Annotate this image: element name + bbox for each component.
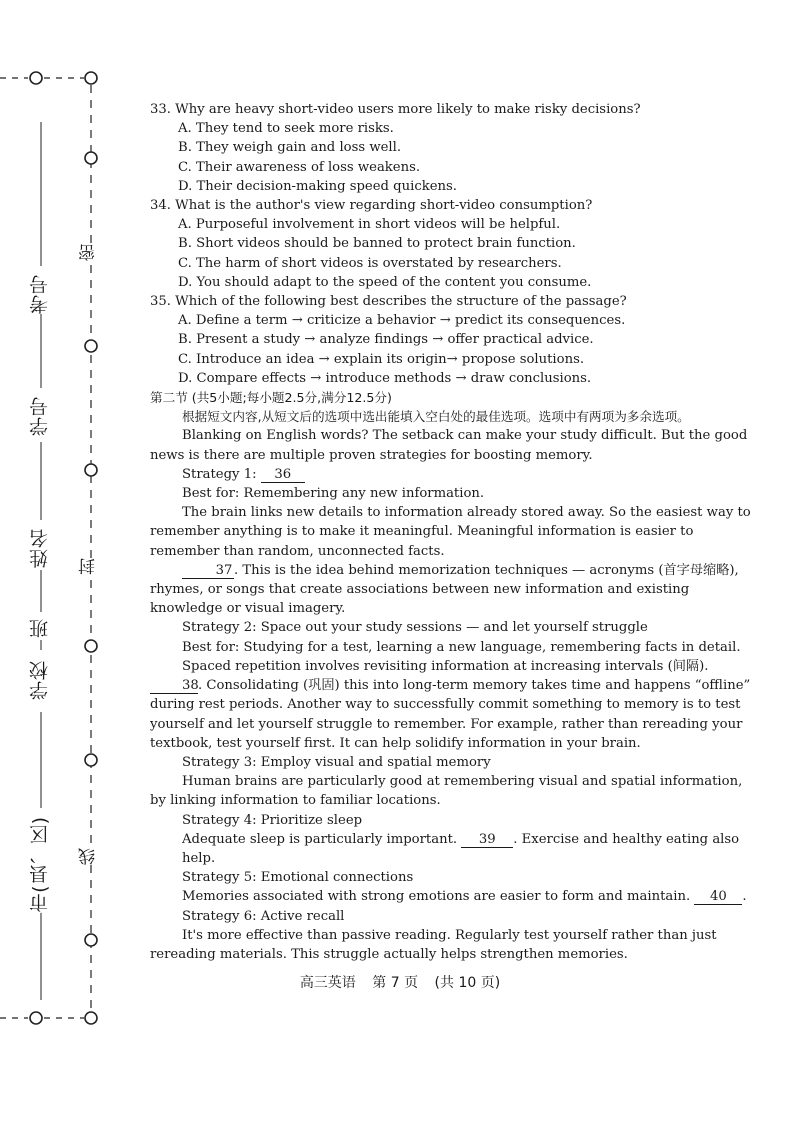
strategy-1-title <box>150 465 755 484</box>
option-c: C. Their awareness of loss weakens. <box>178 159 421 175</box>
strategy-1-paragraph-1: The brain links new details to information already stored away. So the easiest way to remember anything is to make it meaningful. Meaningful information is easier to remember than random, unconnected facts. <box>150 505 751 559</box>
option-d: D. Compare effects → introduce methods → draw conclusions. <box>178 370 592 386</box>
question-34 <box>150 196 755 292</box>
option-c: C. Introduce an idea → explain its origin→ propose solutions. <box>178 351 585 367</box>
passage-intro: Blanking on English words? The setback can make your study difficult. But the good news is there are multiple proven strategies for boosting memory. <box>150 428 748 463</box>
seal-char-feng: 封 <box>79 558 99 575</box>
strategy-2-title: Strategy 2: Space out your study sessions — and let yourself struggle <box>182 620 648 636</box>
strategy-5-title: Strategy 5: Emotional connections <box>182 870 414 886</box>
strategy-1-label: Strategy 1: <box>182 466 257 482</box>
question-stem: 35. Which of the following best describes the structure of the passage? <box>150 294 627 310</box>
footer-total-pages: (共 10 页) <box>434 975 501 991</box>
strategy-6-paragraph: It's more effective than passive reading. Regularly test yourself rather than just rereading materials. This struggle actually helps strengthen memories. <box>150 927 717 962</box>
binding-margin <box>0 0 110 1131</box>
strategy-4-paragraph <box>150 830 755 868</box>
student-number-label: 学号 <box>29 396 51 436</box>
strategy-2-paragraph: Spaced repetition involves revisiting information at increasing intervals (间隔). 38. Consolidating (巩固) this into long-term memory takes time and happens “offline” during rest periods. Another way to successfully commit something to memory is to test yourself and let yourself struggle to remember. For example, rather than rereading your textbook, test yourself first. It can help solidify information in your brain. <box>150 658 751 751</box>
option-d: D. You should adapt to the speed of the content you consume. <box>178 274 592 290</box>
blank-40: 40 <box>694 889 742 905</box>
name-label: 姓名 <box>29 528 51 568</box>
strategy-1-best-for: Best for: Remembering any new information. <box>182 486 485 502</box>
paragraph-text-b: Consolidating (巩固) this into long-term memory takes time and happens “offline” during rest periods. Another way to successfully commit something to memory is to test yourself and let yourself struggle to remember. For example, rather than rereading your textbook, test yourself first. It can help solidify information in your brain. <box>150 678 751 751</box>
option-c: C. The harm of short videos is overstated by researchers. <box>178 255 562 271</box>
strategy-3-paragraph: Human brains are particularly good at remembering visual and spatial information, by linking information to familiar locations. <box>150 774 743 809</box>
footer-subject: 高三英语 <box>299 975 356 991</box>
section-instruction: 根据短文内容,从短文后的选项中选出能填入空白处的最佳选项。选项中有两项为多余选项。 <box>182 409 690 425</box>
page-footer <box>0 972 800 992</box>
option-a: A. Define a term → criticize a behavior → predict its consequences. <box>178 313 626 329</box>
strategy-2-best-for: Best for: Studying for a test, learning a new language, remembering facts in detail. <box>182 639 741 655</box>
class-label: 班 <box>29 618 51 638</box>
seal-char-mi: 密 <box>79 244 99 261</box>
blank-37: 37 <box>182 563 234 579</box>
school-label: 学校 <box>29 660 51 700</box>
paragraph-text-a: Spaced repetition involves revisiting information at increasing intervals (间隔). <box>182 658 709 674</box>
paragraph-text: Memories associated with strong emotions are easier to form and maintain. <box>182 889 691 905</box>
blank-39: 39 <box>461 832 513 848</box>
option-b: B. Present a study → analyze findings → offer practical advice. <box>178 332 594 348</box>
blank-36: 36 <box>261 467 305 483</box>
section-2 <box>150 388 755 964</box>
seal-char-xian: 线 <box>79 848 99 865</box>
question-33 <box>150 100 755 196</box>
question-35 <box>150 292 755 388</box>
option-b: B. Short videos should be banned to protect brain function. <box>178 236 576 252</box>
option-a: A. They tend to seek more risks. <box>178 121 394 137</box>
strategy-4-title: Strategy 4: Prioritize sleep <box>182 812 363 828</box>
exam-content <box>150 100 755 964</box>
exam-number-label: 考号 <box>29 274 51 314</box>
paragraph-text: . This is the idea behind memorization techniques — acronyms (首字母缩略), rhymes, or songs that create associations between new information and existing knowledge or visual imagery. <box>150 562 739 617</box>
blank-38: 38 <box>150 678 198 694</box>
footer-page-number: 第 7 页 <box>372 975 419 991</box>
city-county-district-label: 市(县、区) <box>29 816 51 913</box>
question-stem: 33. Why are heavy short-video users more likely to make risky decisions? <box>150 102 641 117</box>
question-stem: 34. What is the author's view regarding short-video consumption? <box>150 198 593 214</box>
option-d: D. Their decision-making speed quickens. <box>178 178 457 194</box>
strategy-1-paragraph-2 <box>150 561 755 619</box>
strategy-5-paragraph: Memories associated with strong emotions are easier to form and maintain. 40 . <box>182 889 747 905</box>
option-a: A. Purposeful involvement in short videos will be helpful. <box>178 217 561 233</box>
strategy-6-title: Strategy 6: Active recall <box>182 908 345 924</box>
paragraph-text-b: . Exercise and healthy eating also help. <box>182 831 740 866</box>
paragraph-text-a: Adequate sleep is particularly important. <box>182 831 458 847</box>
section-heading: 第二节 (共5小题;每小题2.5分,满分12.5分) <box>150 390 392 406</box>
strategy-3-title: Strategy 3: Employ visual and spatial memory <box>182 754 491 770</box>
option-b: B. They weigh gain and loss well. <box>178 140 402 156</box>
